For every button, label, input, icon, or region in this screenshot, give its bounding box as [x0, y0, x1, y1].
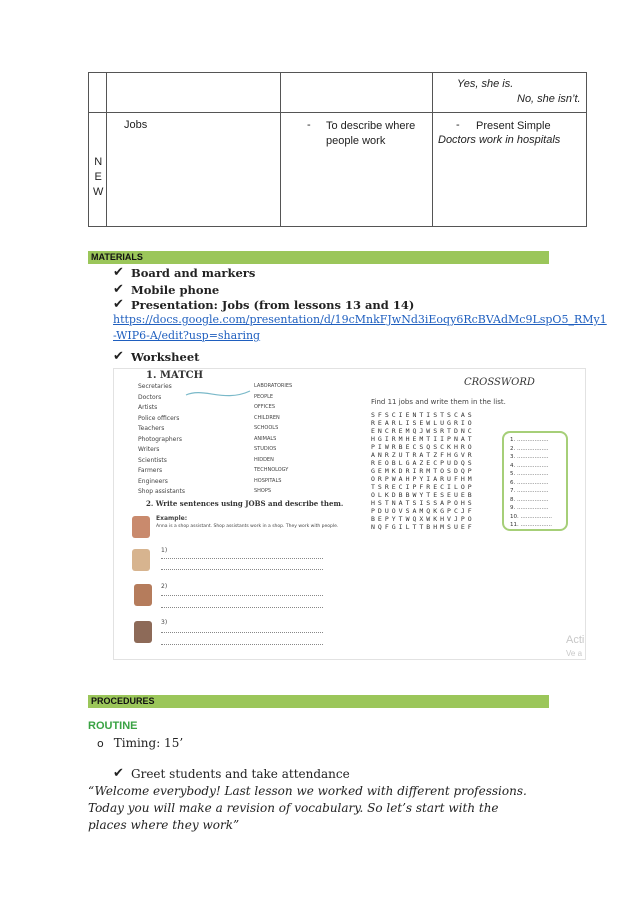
- grid-row: GEMKDRIRMTOSDQP: [371, 467, 475, 475]
- answer-list-item: 7. ..................: [510, 488, 549, 494]
- grammar-example: Doctors work in hospitals: [438, 134, 561, 146]
- new-letter: E: [94, 171, 102, 183]
- job-item: Artists: [138, 404, 158, 411]
- grid-row: BEPYTWQXWKHVJPO: [371, 515, 475, 523]
- routine-heading: ROUTINE: [88, 720, 138, 732]
- greet-step: Greet students and take attendance: [131, 767, 350, 781]
- job-item: Doctors: [138, 393, 162, 401]
- place-item: HIDDEN: [254, 456, 274, 463]
- check-icon: ✔: [113, 297, 124, 312]
- place-item: CHILDREN: [254, 414, 280, 421]
- link-line: https://docs.google.com/presentation/d/19cMnkFJwNd3iEoqy6RcBVAdMc9LspO5_RMy1: [113, 313, 607, 326]
- job-item: Writers: [138, 446, 160, 453]
- sentence-number: 2): [161, 583, 168, 590]
- procedures-bar: [88, 695, 549, 708]
- letter-grid: [371, 411, 475, 531]
- answer-list-item: 10. ..................: [510, 513, 552, 520]
- job-item: Police officers: [138, 414, 180, 422]
- lesson-table: [88, 72, 587, 227]
- new-label: [93, 155, 103, 200]
- material-item: Mobile phone: [131, 283, 220, 297]
- teacher-quote: “Welcome everybody! Last lesson we worked with different professions. Today you will make a revision of vocabulary. So let’s start with the places where they work”: [88, 784, 527, 832]
- check-icon: ✔: [113, 349, 124, 364]
- answer-line: [161, 595, 323, 596]
- answer-list-item: 2. ..................: [510, 445, 549, 452]
- job-item: Teachers: [138, 425, 165, 432]
- answer-line: [161, 632, 323, 633]
- place-item: TECHNOLOGY: [254, 467, 289, 473]
- sentences-title: 2. Write sentences using JOBS and describe them.: [146, 499, 344, 508]
- job-item: Photographers: [138, 435, 182, 443]
- activation-watermark: Acti: [566, 634, 585, 646]
- new-letter: N: [94, 156, 103, 168]
- job-item: Farmers: [138, 467, 163, 474]
- procedures-heading: PROCEDURES: [91, 696, 155, 706]
- grammar-dash: -: [456, 119, 460, 131]
- materials-heading: MATERIALS: [91, 252, 143, 262]
- place-item: SCHOOLS: [254, 425, 279, 431]
- timing-text: Timing: 15’: [113, 736, 184, 750]
- place-item: PEOPLE: [254, 393, 274, 400]
- place-item: HOSPITALS: [254, 477, 282, 484]
- place-item: ANIMALS: [254, 435, 277, 442]
- person-photo: [134, 584, 152, 606]
- answer-line: [161, 558, 323, 559]
- answer-list-item: 4. ..................: [510, 462, 549, 469]
- answer-list-item: 1. ..................: [510, 437, 549, 443]
- match-line: [184, 383, 254, 413]
- presentation-link[interactable]: [113, 312, 607, 344]
- grid-row: PDUOVSAMQKGPCJF: [371, 507, 475, 515]
- check-icon: ✔: [113, 265, 124, 280]
- table-divider: [432, 73, 433, 226]
- place-item: OFFICES: [254, 404, 275, 410]
- grid-row: PIWRBECSQSCKHRO: [371, 443, 475, 451]
- worksheet-image: [113, 368, 586, 660]
- check-icon: ✔: [113, 282, 124, 297]
- answer-list-item: 11. ..................: [510, 522, 552, 528]
- answer-list-item: 6. ..................: [510, 479, 549, 486]
- link-line: -WIP6-A/edit?usp=sharing: [113, 329, 261, 342]
- answer-no: No, she isn’t.: [517, 93, 581, 105]
- answer-list-box: [502, 431, 568, 531]
- grid-row: NQFGILTTBHMSUEF: [371, 523, 475, 531]
- place-item: SHOPS: [254, 488, 272, 494]
- material-item: Presentation: Jobs (from lessons 13 and 14): [131, 298, 415, 312]
- grid-row: SFSCIENTISTSCAS: [371, 411, 475, 419]
- example-text: Anna is a shop assistant. Shop assistants work in a shop. They work with people.: [156, 524, 339, 529]
- sentence-number: 1): [161, 547, 168, 554]
- sentence-number: 3): [161, 619, 168, 626]
- answer-list-item: 5. ..................: [510, 471, 549, 477]
- place-item: STUDIOS: [254, 446, 277, 452]
- match-title: 1. MATCH: [146, 370, 204, 381]
- person-photo: [132, 549, 150, 571]
- grid-row: ENCREMQJWSRTDNC: [371, 427, 475, 435]
- answer-line: [161, 644, 323, 645]
- check-icon: ✔: [113, 766, 124, 781]
- job-item: Shop assistants: [138, 488, 186, 495]
- table-divider: [89, 112, 586, 113]
- grid-row: REARLISEWLUGRIO: [371, 419, 475, 427]
- answer-list-item: 9. ..................: [510, 505, 549, 511]
- table-divider: [106, 73, 107, 226]
- topic-cell: Jobs: [124, 119, 148, 131]
- grid-row: HSTNATSISSAPOHS: [371, 499, 475, 507]
- place-item: LABORATORIES: [254, 383, 293, 389]
- grid-row: HGIRMHEMTIIPNAT: [371, 435, 475, 443]
- grid-row: OLKDBBWYTESEUEB: [371, 491, 475, 499]
- new-letter: W: [93, 186, 104, 198]
- objective-cell: To describe where people work: [326, 120, 416, 147]
- activation-watermark: Ve a: [566, 649, 583, 658]
- answer-yes: Yes, she is.: [457, 78, 514, 90]
- grid-row: TSRECIPFRECILOP: [371, 483, 475, 491]
- bullet-icon: o: [97, 737, 104, 750]
- materials-bar: [88, 251, 549, 264]
- person-photo: [132, 516, 150, 538]
- job-item: Scientists: [138, 456, 167, 464]
- job-item: Secretaries: [138, 383, 172, 390]
- crossword-title: CROSSWORD: [464, 377, 535, 388]
- objective-dash: -: [307, 119, 311, 131]
- material-item: Worksheet: [131, 350, 200, 364]
- answer-line: [161, 569, 323, 570]
- crossword-instructions: Find 11 jobs and write them in the list.: [371, 398, 506, 406]
- grammar-cell: Present Simple: [476, 120, 551, 132]
- material-item: Board and markers: [131, 266, 256, 280]
- grid-row: ANRZUTRATZFHGVR: [371, 451, 475, 459]
- answer-line: [161, 607, 323, 608]
- person-photo: [134, 621, 152, 643]
- answer-list-item: 8. ..................: [510, 496, 549, 503]
- timing: [97, 736, 183, 750]
- example-label: Example:: [156, 515, 188, 522]
- answer-list-item: 3. ..................: [510, 454, 549, 460]
- job-item: Engineers: [138, 477, 168, 485]
- grid-row: ORPWAHPYIARUFHM: [371, 475, 475, 483]
- grid-row: REOBLGAZECPUDQS: [371, 459, 475, 467]
- table-divider: [280, 73, 281, 226]
